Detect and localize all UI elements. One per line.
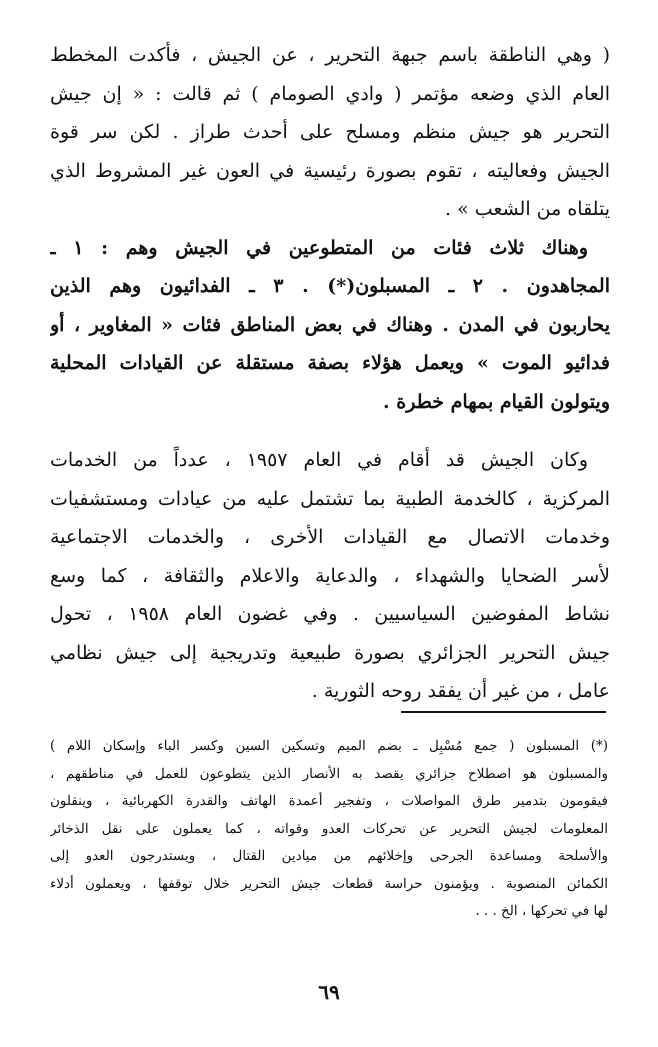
paragraph-1-line: الجيش وفعاليته ، تقوم بصورة رئيسية في العون غير المشروط الذي	[50, 159, 610, 182]
paragraph-3-line: وخدمات الاتصال مع القيادات الأخرى ، والخدمات الاجتماعية	[50, 526, 610, 548]
paragraph-2	[50, 229, 610, 422]
footnote-line: المعلومات لجيش التحرير عن تحركات العدو وقواته ، كما يعملون على نقل الذخائر	[50, 820, 608, 837]
paragraph-2-line: وهناك ثلاث فئات من المتطوعين في الجيش وهم : ١ ـ	[50, 236, 588, 259]
paragraph-3	[50, 441, 610, 711]
paragraph-2-line: ويتولون القيام بمهام خطرة .	[383, 390, 610, 413]
footnote-line: والأسلحة ومساعدة الجرحى وإخلائهم من ميادين القتال ، ويستدرجون العدو إلى	[50, 848, 608, 864]
paragraph-2-line: المجاهدون . ٢ ـ المسبلون(*) . ٣ ـ الفدائيون وهم الذين	[50, 275, 610, 297]
paragraph-3-line: جيش التحرير الجزائري بصورة طبيعية وتدريجية إلى جيش نظامي	[50, 641, 610, 664]
footnote-line: الكمائن المنصوبة . ويؤمنون حراسة قطعات جيش التحرير خلال توقفها ، ويعملون أدلاء	[50, 875, 608, 892]
paragraph-3-line: المركزية ، كالخدمة الطبية بما تشتمل عليه من عيادات ومستشفيات	[50, 487, 610, 510]
footnote-separator	[401, 711, 606, 713]
paragraph-1	[50, 36, 610, 229]
footnote-line: فيقومون بتدمير طرق المواصلات ، وتفجير أعمدة الهاتف والقدرة الكهربائية ، وينقلون	[50, 793, 608, 809]
footnote-line: (*) المسبلون ( جمع مُسْبِل ـ بضم الميم وتسكين السين وكسر الباء وإسكان اللام )	[50, 738, 608, 754]
paragraph-3-line: لأسر الضحايا والشهداء ، والدعاية والاعلام والثقافة ، كما وسع	[50, 564, 610, 587]
paragraph-3-line: نشاط المفوضين السياسيين . وفي غضون العام ١٩٥٨ ، تحول	[50, 603, 610, 625]
footnote-line: والمسبلون هو اصطلاح جزائري يقصد به الأنصار الذين يتطوعون للعمل في مناطقهم ،	[50, 765, 608, 782]
paragraph-spacer	[50, 421, 610, 441]
footnote-line: لها في تحركها ، الخ . . .	[475, 903, 608, 919]
body-text	[50, 36, 610, 711]
paragraph-3-line: وكان الجيش قد أقام في العام ١٩٥٧ ، عدداً من الخدمات	[50, 449, 588, 471]
paragraph-1-line: ( وهي الناطقة باسم جبهة التحرير ، عن الجيش ، فأكدت المخطط	[50, 44, 610, 66]
paragraph-1-line: العام الذي وضعه مؤتمر ( وادي الصومام ) ثم قالت : « إن جيش	[50, 82, 610, 105]
footnote	[50, 733, 608, 926]
paragraph-3-line: عامل ، من غير أن يفقد روحه الثورية .	[311, 680, 610, 702]
paragraph-1-line: التحرير هو جيش منظم ومسلح على أحدث طراز . لكن سر قوة	[50, 121, 610, 143]
page-number: ٦٩	[318, 980, 340, 1004]
paragraph-2-line: فدائيو الموت » ويعمل هؤلاء بصفة مستقلة عن القيادات المحلية	[50, 352, 610, 374]
paragraph-1-line: يتلقاه من الشعب » .	[445, 198, 610, 220]
paragraph-2-line: يحاربون في المدن . وهناك في بعض المناطق فئات « المغاوير ، أو	[50, 313, 610, 336]
